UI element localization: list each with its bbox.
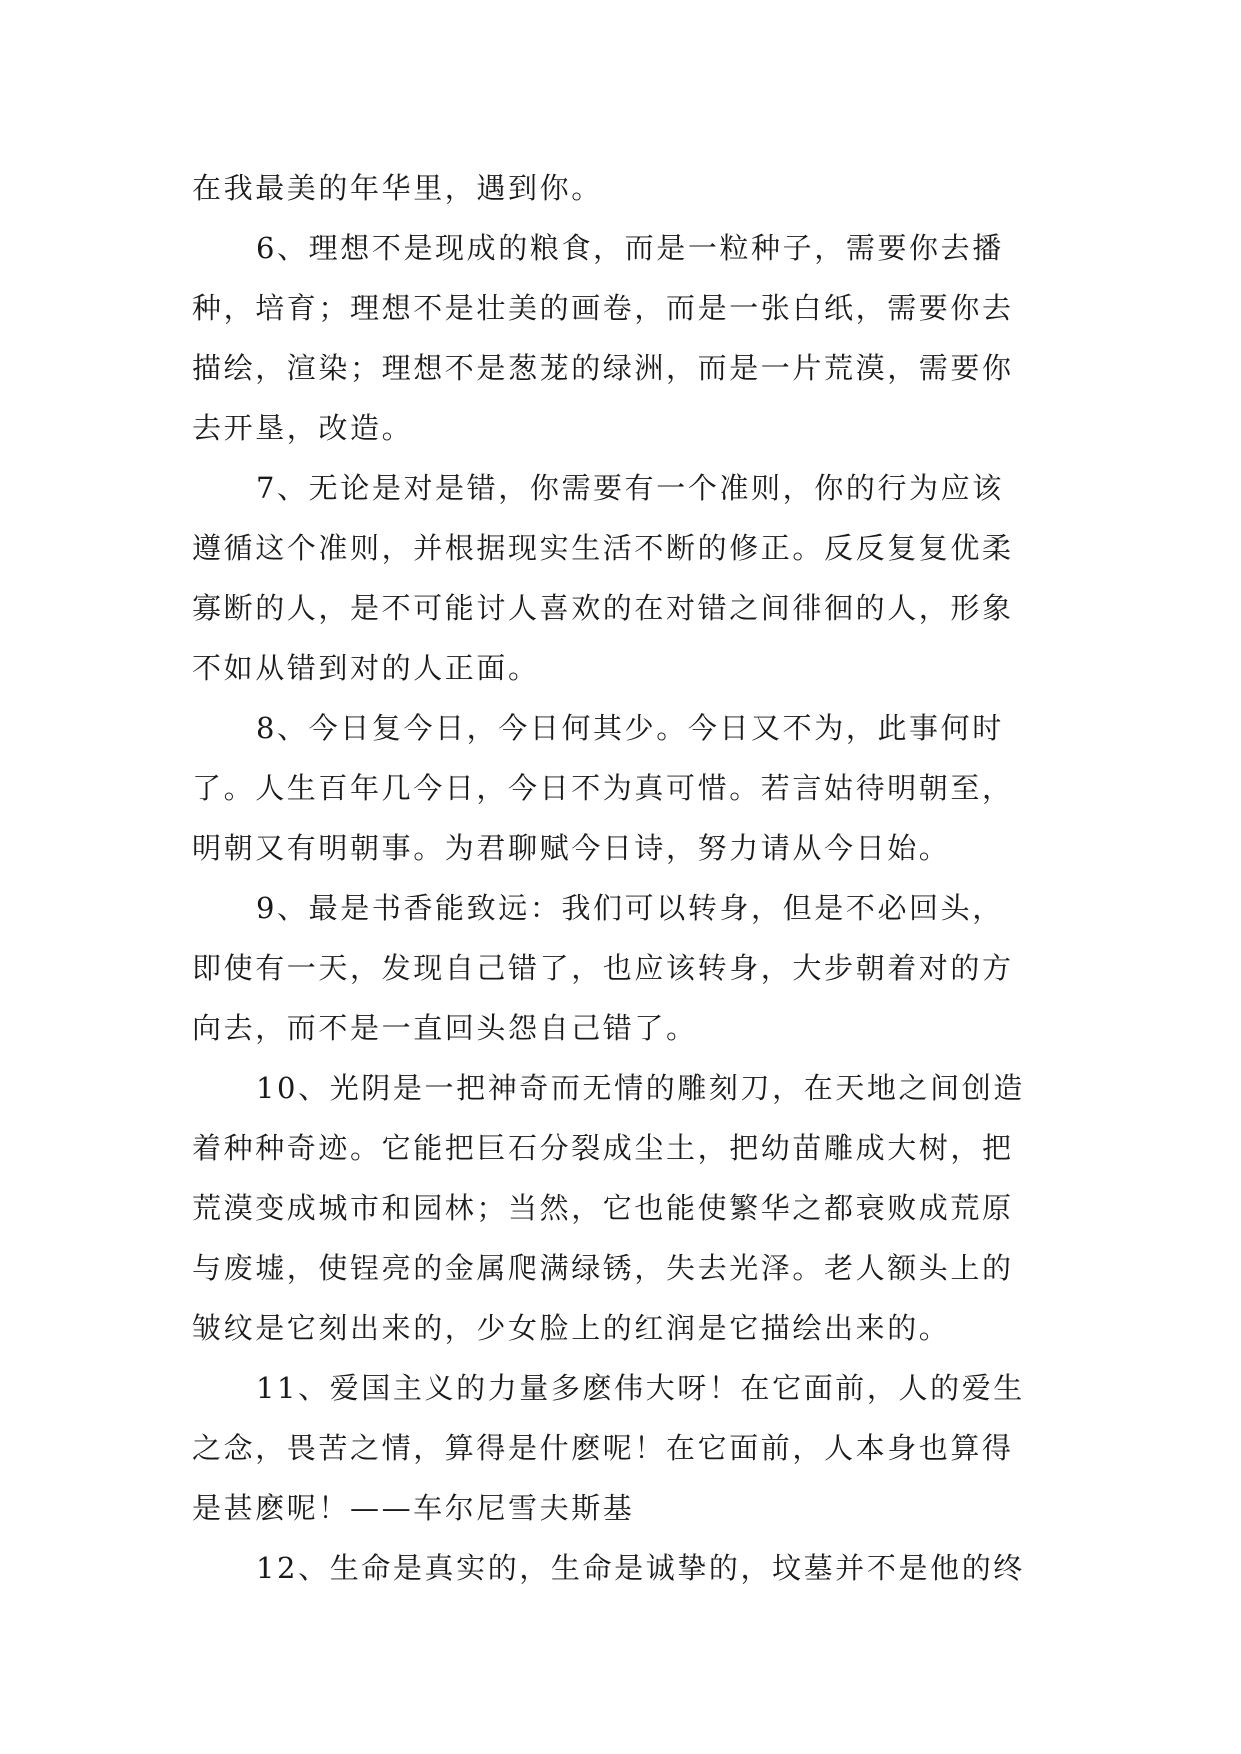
text-line: 12、生命是真实的，生命是诚挚的，坟墓并不是他的终 [256, 1551, 1025, 1585]
text-line: 明朝又有明朝事。为君聊赋今日诗，努力请从今日始。 [192, 831, 951, 865]
text-line: 6、理想不是现成的粮食，而是一粒种子，需要你去播 [256, 231, 1004, 265]
text-line: 8、今日复今日，今日何其少。今日又不为，此事何时 [256, 711, 1004, 745]
text-line: 寡断的人，是不可能讨人喜欢的在对错之间徘徊的人，形象 [192, 591, 1014, 625]
text-line: 不如从错到对的人正面。 [192, 651, 540, 685]
text-line: 着种种奇迹。它能把巨石分裂成尘土，把幼苗雕成大树，把 [192, 1131, 1014, 1165]
text-line: 向去，而不是一直回头怨自己错了。 [192, 1011, 698, 1045]
text-line: 11、爱国主义的力量多麽伟大呀！在它面前，人的爱生 [256, 1371, 1025, 1405]
text-line: 遵循这个准则，并根据现实生活不断的修正。反反复复优柔 [192, 531, 1014, 565]
text-line: 即使有一天，发现自己错了，也应该转身，大步朝着对的方 [192, 951, 1014, 985]
text-line: 是甚麽呢！——车尔尼雪夫斯基 [192, 1491, 635, 1525]
text-line: 与废墟，使锃亮的金属爬满绿锈，失去光泽。老人额头上的 [192, 1251, 1014, 1285]
text-line: 种，培育；理想不是壮美的画卷，而是一张白纸，需要你去 [192, 291, 1014, 325]
text-line: 描绘，渲染；理想不是葱茏的绿洲，而是一片荒漠，需要你 [192, 351, 1014, 385]
text-line: 了。人生百年几今日，今日不为真可惜。若言姑待明朝至， [192, 771, 1014, 805]
text-line: 在我最美的年华里，遇到你。 [192, 171, 603, 205]
document-page [192, 158, 1052, 1598]
text-line: 9、最是书香能致远：我们可以转身，但是不必回头， [256, 891, 1004, 925]
text-line: 皱纹是它刻出来的，少女脸上的红润是它描绘出来的。 [192, 1311, 951, 1345]
text-line: 之念，畏苦之情，算得是什麽呢！在它面前，人本身也算得 [192, 1431, 1014, 1465]
text-line: 10、光阴是一把神奇而无情的雕刻刀，在天地之间创造 [256, 1071, 1025, 1105]
text-line: 荒漠变成城市和园林；当然，它也能使繁华之都衰败成荒原 [192, 1191, 1014, 1225]
text-line: 7、无论是对是错，你需要有一个准则，你的行为应该 [256, 471, 1004, 505]
text-line: 去开垦，改造。 [192, 411, 414, 445]
